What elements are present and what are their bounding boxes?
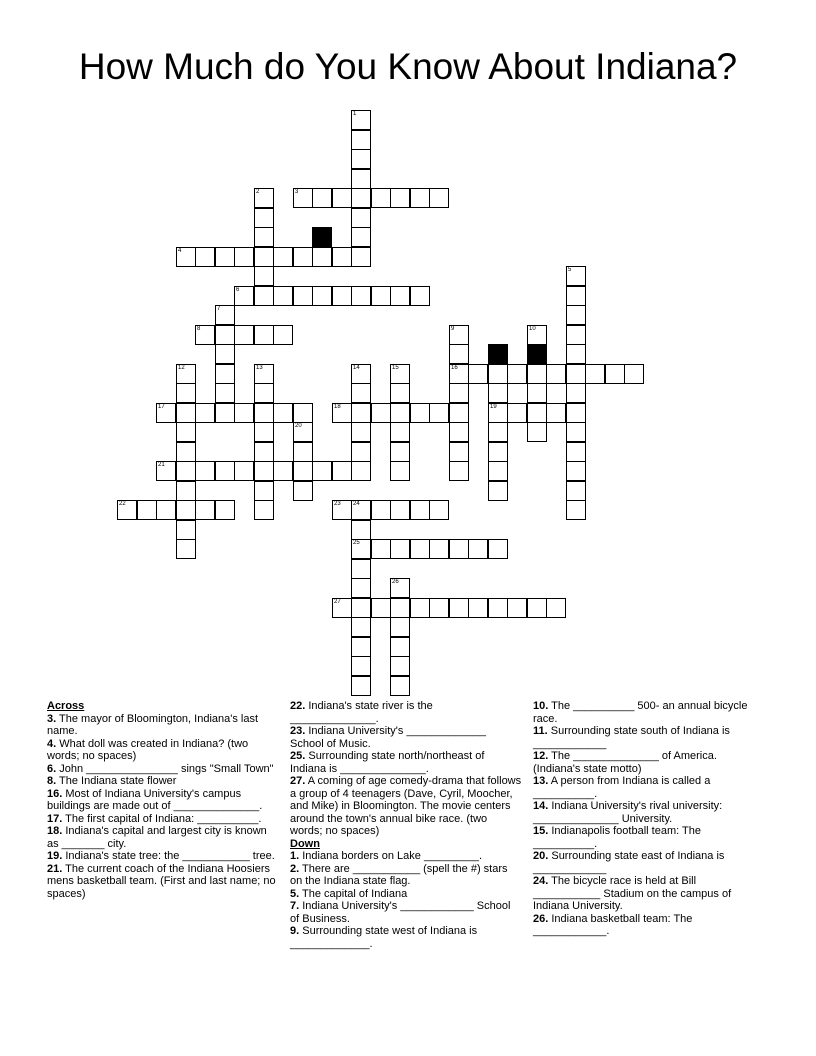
grid-cell[interactable] (215, 500, 235, 520)
grid-cell[interactable] (566, 344, 586, 364)
grid-cell[interactable] (351, 422, 371, 442)
grid-cell[interactable] (215, 364, 235, 384)
grid-cell[interactable] (215, 325, 235, 345)
grid-cell[interactable] (429, 598, 449, 618)
clue-number: 26 (392, 579, 399, 585)
grid-cell[interactable] (293, 481, 313, 501)
grid-cell[interactable] (624, 364, 644, 384)
grid-cell[interactable] (449, 461, 469, 481)
grid-cell[interactable] (176, 520, 196, 540)
across-clue (47, 713, 279, 738)
clue-text: What doll was created in Indiana? (two words; no spaces) (47, 737, 249, 762)
grid-block-cell (488, 344, 508, 364)
grid-cell[interactable] (293, 422, 313, 442)
down-clue (533, 700, 765, 725)
across-clue (290, 775, 522, 838)
grid-cell[interactable] (351, 617, 371, 637)
grid-cell[interactable] (566, 266, 586, 286)
grid-cell[interactable] (254, 325, 274, 345)
grid-cell[interactable] (390, 578, 410, 598)
grid-cell[interactable] (507, 598, 527, 618)
grid-cell[interactable] (449, 344, 469, 364)
grid-cell[interactable] (176, 481, 196, 501)
grid-cell[interactable] (351, 559, 371, 579)
grid-cell[interactable] (254, 286, 274, 306)
grid-cell[interactable] (410, 598, 430, 618)
grid-cell[interactable] (215, 403, 235, 423)
clue-number-label: 15. (533, 825, 549, 837)
grid-cell[interactable] (351, 110, 371, 130)
clue-number-label: 19. (47, 850, 63, 862)
grid-cell[interactable] (410, 286, 430, 306)
grid-cell[interactable] (254, 266, 274, 286)
grid-cell[interactable] (546, 364, 566, 384)
clue-number-label: 18. (47, 825, 63, 837)
grid-cell[interactable] (488, 539, 508, 559)
grid-cell[interactable] (332, 247, 352, 267)
grid-cell[interactable] (566, 422, 586, 442)
grid-cell[interactable] (390, 539, 410, 559)
grid-cell[interactable] (176, 422, 196, 442)
grid-cell[interactable] (429, 188, 449, 208)
grid-cell[interactable] (293, 442, 313, 462)
grid-cell[interactable] (507, 364, 527, 384)
clue-number: 21 (158, 462, 165, 468)
grid-cell[interactable] (254, 227, 274, 247)
grid-cell[interactable] (215, 305, 235, 325)
clue-number: 17 (158, 404, 165, 410)
clue-text: Most of Indiana University's campus buildings are made out of ______________. (47, 787, 263, 812)
grid-cell[interactable] (195, 247, 215, 267)
grid-cell[interactable] (488, 481, 508, 501)
grid-cell[interactable] (351, 383, 371, 403)
across-clue (47, 863, 279, 901)
grid-cell[interactable] (390, 500, 410, 520)
down-clue (533, 725, 765, 750)
clue-text: Indiana University's _____________ School of Music. (290, 725, 486, 750)
grid-cell[interactable] (273, 247, 293, 267)
grid-cell[interactable] (176, 364, 196, 384)
down-clue (290, 863, 522, 888)
grid-cell[interactable] (254, 422, 274, 442)
grid-cell[interactable] (585, 364, 605, 384)
clue-number: 20 (295, 423, 302, 429)
grid-cell[interactable] (215, 383, 235, 403)
clue-number: 2 (256, 189, 260, 195)
grid-cell[interactable] (293, 247, 313, 267)
clue-number: 13 (256, 365, 263, 371)
grid-cell[interactable] (468, 539, 488, 559)
clue-text: The bicycle race is held at Bill ___________ Stadium on the campus of Indiana University. (533, 875, 732, 912)
grid-cell[interactable] (507, 403, 527, 423)
grid-cell[interactable] (390, 617, 410, 637)
across-clue (290, 700, 522, 725)
grid-cell[interactable] (546, 403, 566, 423)
grid-cell[interactable] (156, 461, 176, 481)
grid-cell[interactable] (429, 500, 449, 520)
across-clue (47, 788, 279, 813)
grid-cell[interactable] (234, 403, 254, 423)
grid-cell[interactable] (351, 286, 371, 306)
grid-cell[interactable] (566, 442, 586, 462)
clue-text: Indiana's state river is the ______________. (290, 700, 433, 725)
grid-cell[interactable] (390, 286, 410, 306)
grid-cell[interactable] (390, 403, 410, 423)
grid-cell[interactable] (332, 461, 352, 481)
clue-number-label: 23. (290, 725, 306, 737)
grid-cell[interactable] (234, 461, 254, 481)
grid-cell[interactable] (390, 383, 410, 403)
grid-cell[interactable] (234, 247, 254, 267)
grid-cell[interactable] (468, 364, 488, 384)
grid-cell[interactable] (527, 383, 547, 403)
grid-cell[interactable] (351, 403, 371, 423)
grid-cell[interactable] (546, 598, 566, 618)
grid-cell[interactable] (351, 247, 371, 267)
grid-cell[interactable] (273, 403, 293, 423)
grid-cell[interactable] (371, 188, 391, 208)
grid-cell[interactable] (332, 500, 352, 520)
clue-text: Indiana's state tree: the ___________ tree. (62, 850, 275, 862)
grid-cell[interactable] (176, 383, 196, 403)
clue-text: The first capital of Indiana: __________. (62, 812, 262, 825)
clue-number-label: 26. (533, 912, 549, 925)
grid-cell[interactable] (429, 403, 449, 423)
grid-cell[interactable] (371, 539, 391, 559)
clue-number-label: 5. (290, 887, 300, 900)
clue-number: 8 (197, 326, 201, 332)
grid-cell[interactable] (332, 286, 352, 306)
grid-cell[interactable] (215, 344, 235, 364)
grid-cell[interactable] (449, 598, 469, 618)
clue-number-label: 22. (290, 700, 306, 712)
grid-cell[interactable] (254, 481, 274, 501)
across-clue (47, 825, 279, 850)
clue-text: The ______________ of America. (Indiana's state motto) (533, 750, 717, 775)
clue-text: Surrounding state south of Indiana is ____________ (533, 725, 730, 750)
grid-cell[interactable] (488, 403, 508, 423)
grid-cell[interactable] (566, 481, 586, 501)
grid-cell[interactable] (566, 383, 586, 403)
clue-number: 23 (334, 501, 341, 507)
grid-cell[interactable] (351, 442, 371, 462)
grid-cell[interactable] (254, 247, 274, 267)
grid-cell[interactable] (351, 578, 371, 598)
clue-number: 1 (353, 111, 357, 117)
grid-cell[interactable] (371, 598, 391, 618)
grid-cell[interactable] (254, 208, 274, 228)
grid-cell[interactable] (488, 422, 508, 442)
grid-cell[interactable] (312, 188, 332, 208)
grid-cell[interactable] (254, 461, 274, 481)
grid-cell[interactable] (351, 598, 371, 618)
clue-number-label: 9. (290, 925, 300, 937)
grid-cell[interactable] (293, 286, 313, 306)
clue-number-label: 16. (47, 787, 63, 800)
clue-text: Indiana University's rival university: ______________ University. (533, 800, 723, 825)
clue-number-label: 3. (47, 712, 57, 725)
clue-number: 27 (334, 599, 341, 605)
clue-number-label: 11. (533, 725, 548, 737)
down-clue (533, 850, 765, 875)
grid-cell[interactable] (312, 247, 332, 267)
grid-cell[interactable] (351, 539, 371, 559)
grid-cell[interactable] (527, 364, 547, 384)
clue-number: 14 (353, 365, 360, 371)
grid-cell[interactable] (293, 188, 313, 208)
clue-text: A person from Indiana is called a __________. (533, 775, 711, 800)
grid-cell[interactable] (449, 403, 469, 423)
across-clue (47, 813, 279, 826)
grid-cell[interactable] (410, 500, 430, 520)
grid-cell[interactable] (273, 461, 293, 481)
grid-cell[interactable] (449, 422, 469, 442)
grid-cell[interactable] (176, 539, 196, 559)
clue-number-label: 8. (47, 775, 57, 787)
clue-text: Indiana borders on Lake _________. (299, 850, 483, 862)
grid-cell[interactable] (410, 188, 430, 208)
grid-cell[interactable] (351, 676, 371, 696)
grid-cell[interactable] (566, 403, 586, 423)
across-clue (47, 850, 279, 863)
grid-cell[interactable] (410, 403, 430, 423)
grid-cell[interactable] (176, 442, 196, 462)
grid-cell[interactable] (390, 598, 410, 618)
grid-cell[interactable] (351, 520, 371, 540)
clue-text: Surrounding state east of Indiana is ____________ (533, 850, 725, 875)
puzzle-title: How Much do You Know About Indiana? (78, 46, 738, 87)
grid-cell[interactable] (488, 364, 508, 384)
grid-cell[interactable] (351, 169, 371, 189)
grid-cell[interactable] (351, 637, 371, 657)
grid-cell[interactable] (273, 325, 293, 345)
clue-number: 6 (236, 287, 240, 293)
down-clue (533, 800, 765, 825)
grid-cell[interactable] (351, 130, 371, 150)
grid-cell[interactable] (566, 305, 586, 325)
clue-number-label: 1. (290, 850, 300, 862)
grid-cell[interactable] (254, 500, 274, 520)
clue-number: 7 (217, 306, 221, 312)
grid-cell[interactable] (195, 403, 215, 423)
grid-cell[interactable] (351, 208, 371, 228)
clue-number-label: 14. (533, 800, 549, 812)
across-heading: Across (47, 700, 85, 712)
across-clue (47, 775, 279, 788)
grid-cell[interactable] (351, 656, 371, 676)
grid-cell[interactable] (351, 188, 371, 208)
down-clue (290, 925, 522, 950)
grid-cell[interactable] (566, 364, 586, 384)
across-clue (47, 763, 279, 776)
grid-cell[interactable] (488, 461, 508, 481)
grid-cell[interactable] (215, 247, 235, 267)
grid-cell[interactable] (449, 383, 469, 403)
grid-cell[interactable] (332, 188, 352, 208)
clue-number: 9 (451, 326, 455, 332)
down-clue (533, 775, 765, 800)
grid-cell[interactable] (488, 598, 508, 618)
clue-text: The mayor of Bloomington, Indiana's last name. (47, 712, 259, 737)
grid-cell[interactable] (468, 598, 488, 618)
clues-column-1 (47, 700, 279, 900)
clue-number: 3 (295, 189, 299, 195)
grid-cell[interactable] (293, 403, 313, 423)
grid-cell[interactable] (449, 539, 469, 559)
grid-cell[interactable] (527, 325, 547, 345)
grid-cell[interactable] (156, 403, 176, 423)
clue-number: 15 (392, 365, 399, 371)
grid-cell[interactable] (176, 403, 196, 423)
grid-cell[interactable] (605, 364, 625, 384)
grid-cell[interactable] (156, 500, 176, 520)
clue-text: The capital of Indiana (299, 887, 408, 900)
grid-cell[interactable] (351, 227, 371, 247)
clue-text: The __________ 500- an annual bicycle race. (533, 700, 748, 725)
down-clue (533, 913, 765, 938)
grid-cell[interactable] (234, 286, 254, 306)
grid-cell[interactable] (371, 286, 391, 306)
grid-cell[interactable] (449, 364, 469, 384)
clue-number: 5 (568, 267, 572, 273)
grid-cell[interactable] (195, 461, 215, 481)
clue-text: John _______________ sings "Small Town" (56, 762, 274, 775)
grid-cell[interactable] (273, 286, 293, 306)
down-clue (533, 750, 765, 775)
clues-column-2 (290, 700, 522, 950)
grid-cell[interactable] (429, 539, 449, 559)
grid-cell[interactable] (527, 403, 547, 423)
grid-cell[interactable] (371, 500, 391, 520)
grid-cell[interactable] (566, 286, 586, 306)
grid-cell[interactable] (566, 461, 586, 481)
grid-cell[interactable] (332, 598, 352, 618)
grid-cell[interactable] (254, 188, 274, 208)
clue-number-label: 24. (533, 875, 549, 887)
grid-cell[interactable] (390, 637, 410, 657)
clue-text: The Indiana state flower (56, 775, 177, 787)
grid-cell[interactable] (488, 383, 508, 403)
clues-column-3 (533, 700, 765, 938)
grid-block-cell (312, 227, 332, 247)
clue-text: Indianapolis football team: The __________. (533, 825, 701, 850)
across-clue (290, 725, 522, 750)
grid-cell[interactable] (566, 500, 586, 520)
clue-number: 18 (334, 404, 341, 410)
grid-cell[interactable] (351, 461, 371, 481)
grid-cell[interactable] (371, 403, 391, 423)
grid-cell[interactable] (176, 500, 196, 520)
clue-number: 12 (178, 365, 185, 371)
grid-cell[interactable] (332, 403, 352, 423)
grid-cell[interactable] (390, 442, 410, 462)
clue-text: Surrounding state north/northeast of Indiana is ______________. (290, 750, 485, 775)
down-clue (533, 825, 765, 850)
down-clue (533, 875, 765, 913)
grid-cell[interactable] (390, 676, 410, 696)
grid-cell[interactable] (351, 364, 371, 384)
grid-cell[interactable] (449, 325, 469, 345)
clue-text: Indiana University's ____________ School of Business. (290, 900, 511, 925)
clue-text: The current coach of the Indiana Hoosiers mens basketball team. (First and last name; no spaces) (47, 862, 276, 900)
clue-number-label: 7. (290, 900, 300, 912)
clue-number-label: 4. (47, 737, 57, 750)
grid-cell[interactable] (293, 461, 313, 481)
across-clue (290, 750, 522, 775)
clue-number: 16 (451, 365, 458, 371)
clue-text: There are ___________ (spell the #) stars on the Indiana state flag. (290, 862, 508, 887)
down-heading: Down (290, 837, 320, 850)
grid-cell[interactable] (390, 656, 410, 676)
grid-cell[interactable] (312, 286, 332, 306)
clue-number-label: 17. (47, 812, 63, 825)
clue-number-label: 10. (533, 700, 549, 712)
grid-cell[interactable] (410, 539, 430, 559)
grid-cell[interactable] (390, 364, 410, 384)
grid-cell[interactable] (176, 461, 196, 481)
down-clue (290, 850, 522, 863)
grid-cell[interactable] (117, 500, 137, 520)
down-clue (290, 888, 522, 901)
grid-cell[interactable] (254, 383, 274, 403)
grid-cell[interactable] (195, 325, 215, 345)
grid-cell[interactable] (137, 500, 157, 520)
grid-block-cell (527, 344, 547, 364)
clue-number-label: 21. (47, 862, 63, 875)
grid-cell[interactable] (351, 149, 371, 169)
grid-cell[interactable] (527, 422, 547, 442)
grid-cell[interactable] (390, 461, 410, 481)
grid-cell[interactable] (254, 403, 274, 423)
clue-text: Indiana's capital and largest city is known as _______ city. (47, 825, 267, 850)
clue-number: 10 (529, 326, 536, 332)
grid-cell[interactable] (488, 442, 508, 462)
down-clue (290, 900, 522, 925)
grid-cell[interactable] (527, 598, 547, 618)
clue-number-label: 13. (533, 775, 549, 787)
grid-cell[interactable] (234, 325, 254, 345)
grid-cell[interactable] (176, 247, 196, 267)
clue-number-label: 25. (290, 750, 306, 762)
clue-number: 22 (119, 501, 126, 507)
clue-number: 4 (178, 248, 182, 254)
clue-number-label: 12. (533, 750, 549, 762)
grid-cell[interactable] (195, 500, 215, 520)
grid-cell[interactable] (566, 325, 586, 345)
clue-text: A coming of age comedy-drama that follows a group of 4 teenagers (Dave, Cyril, Moocher, and Mike) in Bloomington. The movie centers around the town's annual bike race. (two words; no spaces) (290, 775, 522, 837)
clue-text: Indiana basketball team: The ____________. (533, 912, 693, 937)
grid-cell[interactable] (312, 461, 332, 481)
clue-number-label: 2. (290, 862, 300, 875)
across-clue (47, 738, 279, 763)
grid-cell[interactable] (449, 442, 469, 462)
grid-cell[interactable] (215, 461, 235, 481)
clue-number: 25 (353, 540, 360, 546)
grid-cell[interactable] (254, 442, 274, 462)
grid-cell[interactable] (390, 188, 410, 208)
grid-cell[interactable] (390, 422, 410, 442)
grid-cell[interactable] (351, 500, 371, 520)
clue-number-label: 20. (533, 850, 549, 862)
clue-number: 24 (353, 501, 360, 507)
clue-number-label: 27. (290, 775, 306, 787)
clue-text: Surrounding state west of Indiana is _____________. (290, 925, 478, 950)
grid-cell[interactable] (254, 364, 274, 384)
clue-number: 19 (490, 404, 497, 410)
clue-number-label: 6. (47, 762, 57, 775)
